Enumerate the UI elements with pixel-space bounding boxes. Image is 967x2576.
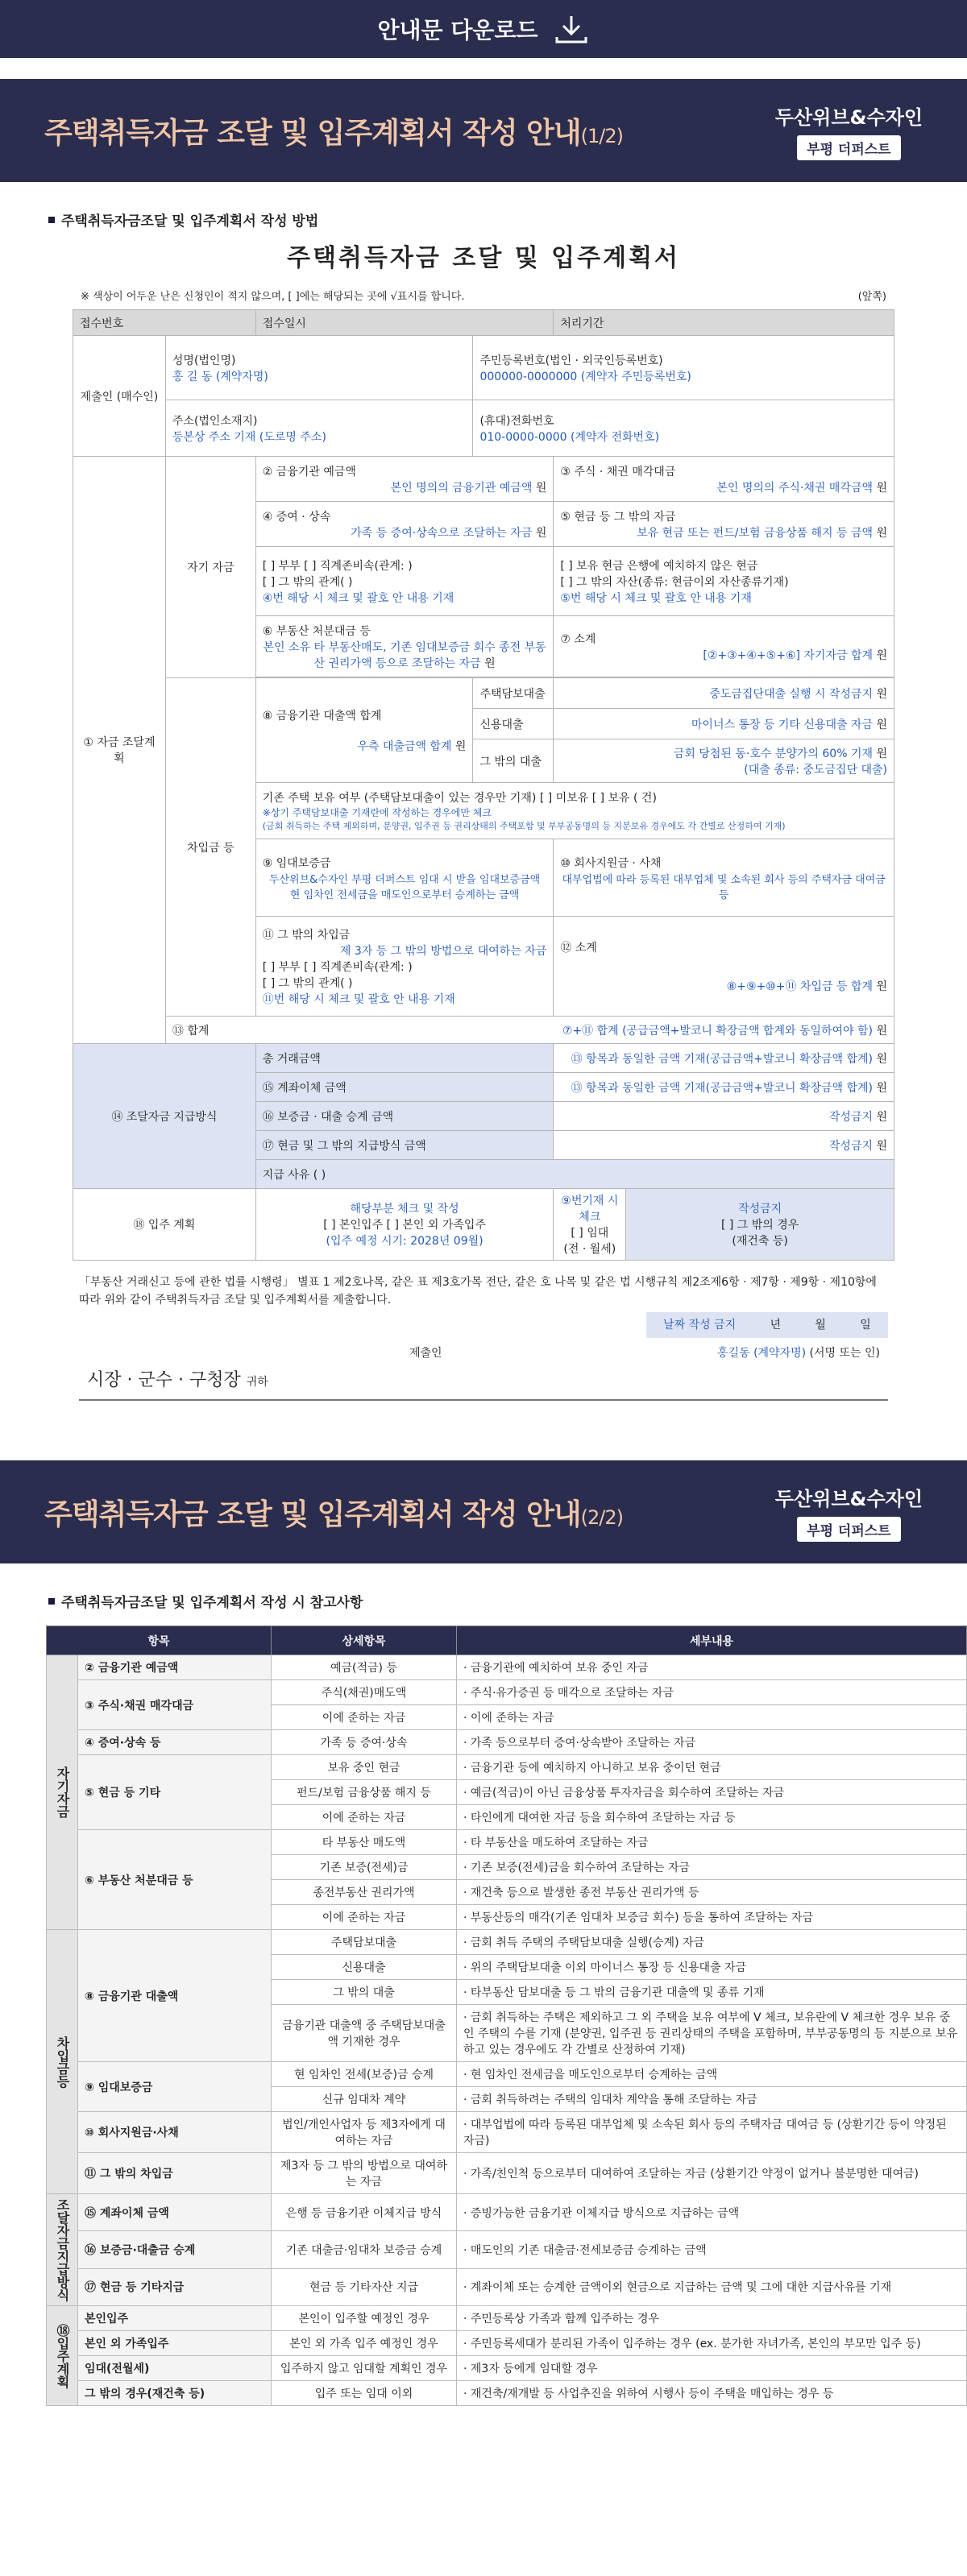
subitem-cell: 입주 또는 임대 이외 bbox=[272, 2381, 457, 2406]
table-row bbox=[47, 1830, 967, 1855]
table-row bbox=[47, 1730, 967, 1755]
detail-cell: · 타부동산 담보대출 등 그 밖의 금융기관 대출액 및 종류 기재 bbox=[457, 1980, 967, 2005]
addr-value: 등본상 주소 기재 (도로명 주소) bbox=[172, 430, 326, 444]
subitem-cell: 주식(채권)매도액 bbox=[272, 1680, 457, 1705]
detail-cell: · 금회 취득하려는 주택의 임대차 계약을 통해 조달하는 자금 bbox=[457, 2087, 967, 2112]
table-row bbox=[47, 2112, 967, 2153]
table-row bbox=[47, 2062, 967, 2087]
bullet-square-icon bbox=[48, 1598, 55, 1605]
category-cell: ⑧ 금융기관 대출액 bbox=[78, 1930, 272, 2062]
form-table: 접수번호 접수일시 처리기간 제출인 (매수인) 성명(법인명) 홍 길 동 (계약자명) 주민등록번호(법인 · 외국인등록번호) 000000-0000000 (계약자 주민등록번호) 주소(법인소재지) 등본상 주소 기재 (도로명 주소) (휴대)전화번호 010-0000-0000 (계약자 전화번호) ① 자금 조달계획 자기 자금 ② 금융기관 예금액 본인 명의의 금융기관 예금액 원 ③ 주식 · 채권 매각대금 본인 명의의 주식·채권 매각금액 원 ④ 증여 · 상속 가족 등 증여·상속으로 조달하는 자금 원 ⑤ 현금 등 그 밖의 자금 보유 현금 또는 펀드/보험 금융상품 해지 등 금액 원 [ ] 부부 [ ] 직계존비속(관계: ) [ ] 그 밖의 관계( ) ④번 해당 시 체크 및 괄호 안 내용 기재 [ ] 보유 현금 은행에 예치하지 않은 현금 [ ] 그 밖의 자산(종류: 현금이외 자산종류기재) ⑤번 해당 시 체크 및 괄호 안 내용 기재 ⑥ 부동산 처분대금 등 본인 소유 타 부동산매도, 기존 임대보증금 회수 종전 부동산 권리가액 등으로 조달하는 자금 원 ⑦ 소계 [②+③+④+⑤+⑥] 자기자금 합계 원 차입금 등 ⑧ 금융기관 대출액 합계 우측 대출금액 합계 원 주택담보대출 중도금집단대출 실행 시 작성금지 원 신용대출 마이너스 통장 등 기타 신용대출 자금 원 그 밖의 대출 금회 당첨된 동·호수 분양가의 60% 기재 원 (대출 종류: 중도금집단 대출) 기존 주택 보유 여부 (주택담보대출이 있는 경우만 기재) [ ] 미보유 [ ] 보유 ( 건) ※상기 주택담보대출 기재란에 작성하는 경우에만 체크 (금회 취득하는 주택 제외하며, 분양권, 입주권 등 권리상태의 주택포함 및 부부공동명의 등 지분보유 경우에도 각 간별로 산정하여 기재) ⑨ 임대보증금 두산위브&수자인 부평 더퍼스트 임대 시 받을 임대보증금액 현 임차인 전세금을 매도인으로부터 승계하는 금액 ⑩ 회사지원금 · 사채 대부업법에 따라 등록된 대부업체 및 소속된 회사 등의 주택자금 대여금 등 ⑪ 그 밖의 차입금 제 3자 등 그 밖의 방법으로 대여하는 자금 [ ] 부부 [ ] 직계존비속(관계: ) [ ] 그 밖의 관계( ) ⑪번 해당 시 체크 및 괄호 안 내용 기재 ⑫ 소계 ⑧+⑨+⑩+⑪ 차입금 등 합계 원 ⑬ 합계 ⑦+⑪ 합계 (공급금액+발코니 확장금액 합계와 동일하여야 함) 원 ⑭ 조달자금 지급방식 총 거래금액 ⑬ 항목과 동일한 금액 기재(공급금액+발코니 확장금액 합계) 원 ⑮ 계좌이체 금액 ⑬ 항목과 동일한 금액 기재(공급금액+발코니 확장금액 합계) 원 ⑯ 보증금 · 대출 승계 금액 작성금지 원 ⑰ 현금 및 그 밖의 지급방식 금액 작성금지 원 지급 사유 ( ) ⑱ 입주 계획 해당부분 체크 및 작성 [ ] 본인입주 [ ] 본인 외 가족입주 (입주 예정 시기: 2028년 09월) ⑨번기재 시 체크 [ ] 임대 (전 · 월세) 작성금지 [ ] 그 밖의 경우 (재건축 등) bbox=[73, 309, 894, 1261]
category-cell: 임대(전월세) bbox=[78, 2356, 272, 2381]
table-row bbox=[47, 2268, 967, 2305]
download-bar bbox=[0, 0, 967, 58]
legal-text: 「부동산 거래신고 등에 관한 법률 시행령」 별표 1 제2호나목, 같은 표 제3호가목 전단, 같은 호 나목 및 같은 법 시행규칙 제2조제6항 · 제7항 · 제9항 · 제10항에 따라 위와 같이 주택취득자금 조달 및 입주계획서를 제출합니다. bbox=[79, 1276, 877, 1307]
reference-table bbox=[46, 1626, 967, 2406]
table-row bbox=[47, 2381, 967, 2406]
col-header: 상세항목 bbox=[272, 1626, 457, 1655]
funding-label: ① 자금 조달계획 bbox=[73, 457, 166, 1044]
detail-cell: · 주민등록세대가 분리된 가족이 입주하는 경우 (ex. 분가한 자녀가족, 본인의 부모만 입주 등) bbox=[457, 2331, 967, 2356]
category-cell: ③ 주식·채권 매각대금 bbox=[78, 1680, 272, 1730]
subitem-cell: 예금(적금) 등 bbox=[272, 1655, 457, 1680]
subitem-cell: 은행 등 금융기관 이체지급 방식 bbox=[272, 2194, 457, 2231]
subitem-cell: 제3자 등 그 밖의 방법으로 대여하는 자금 bbox=[272, 2153, 457, 2194]
detail-cell: · 타인에게 대여한 자금 등을 회수하여 조달하는 자금 등 bbox=[457, 1805, 967, 1830]
detail-cell: · 위의 주택담보대출 이외 마이너스 통장 등 신용대출 자금 bbox=[457, 1955, 967, 1980]
subitem-cell: 이에 준하는 자금 bbox=[272, 1905, 457, 1930]
subitem-cell: 가족 등 증여·상속 bbox=[272, 1730, 457, 1755]
brand-name: 두산위브&수자인 bbox=[774, 106, 923, 129]
group-label: 자기자금 bbox=[47, 1655, 78, 1930]
detail-cell: · 매도인의 기존 대출금·전세보증금 승계하는 금액 bbox=[457, 2231, 967, 2268]
table-row bbox=[47, 2194, 967, 2231]
download-button[interactable] bbox=[377, 13, 589, 45]
detail-cell: · 계좌이체 또는 승계한 금액이외 현금으로 지급하는 금액 및 그에 대한 지급사유를 기재 bbox=[457, 2268, 967, 2305]
category-cell: ⑪ 그 밖의 차입금 bbox=[78, 2153, 272, 2194]
section-title-2: 주택취득자금 조달 및 입주계획서 작성 안내(2/2) bbox=[44, 1497, 623, 1531]
detail-cell: · 재건축/재개발 등 사업추진을 위하여 시행사 등이 주택을 매입하는 경우 등 bbox=[457, 2381, 967, 2406]
table-row bbox=[47, 2231, 967, 2268]
detail-cell: · 제3자 등에게 임대할 경우 bbox=[457, 2356, 967, 2381]
detail-cell: · 금회 취득하는 주택은 제외하고 그 외 주택을 보유 여부에 V 체크, 보유란에 V 체크한 경우 보유 중인 주택의 수를 기재 (분양권, 입주권 등 권리상태의 주택을 포함하며, 부부공동명의 등 지분으로 보유하고 있는 경우에도 각 간별로 산정하여 기재) bbox=[457, 2005, 967, 2062]
subitem-cell: 신규 임대차 계약 bbox=[272, 2087, 457, 2112]
detail-cell: · 금융기관 등에 예치하지 아니하고 보유 중이던 현금 bbox=[457, 1755, 967, 1780]
detail-cell: · 증빙가능한 금융기관 이체지급 방식으로 지급하는 금액 bbox=[457, 2194, 967, 2231]
addressee: 시장 · 군수 · 구청장 귀하 bbox=[87, 1370, 268, 1390]
table-row bbox=[47, 1680, 967, 1705]
method-heading: 주택취득자금조달 및 입주계획서 작성 방법 bbox=[48, 209, 967, 230]
subitem-cell: 신용대출 bbox=[272, 1955, 457, 1980]
detail-cell: · 가족/친인척 등으로부터 대여하여 조달하는 자금 (상환기간 약정이 없거나 불분명한 대여금) bbox=[457, 2153, 967, 2194]
bullet-square-icon bbox=[48, 217, 55, 223]
category-cell: 본인입주 bbox=[78, 2306, 272, 2331]
form-footer: 「부동산 거래신고 등에 관한 법률 시행령」 별표 1 제2호나목, 같은 표 제3호가목 전단, 같은 호 나목 및 같은 법 시행규칙 제2조제6항 · 제7항 · 제9항 · 제10항에 따라 위와 같이 주택취득자금 조달 및 입주계획서를 제출합니다. 날짜 작성 금지 년 월 일 제출인 홍길동 (계약자명) (서명 또는 인) 시장 · 군수 · 구청장 귀하 bbox=[73, 1261, 894, 1414]
section-banner-1 bbox=[0, 79, 967, 182]
reference-heading: 주택취득자금조달 및 입주계획서 작성 시 참고사항 bbox=[48, 1591, 967, 1611]
category-cell: ④ 증여·상속 등 bbox=[78, 1730, 272, 1755]
group-label: ⑱입주계획 bbox=[47, 2306, 78, 2406]
detail-cell: · 가족 등으로부터 증여·상속받아 조달하는 자금 bbox=[457, 1730, 967, 1755]
subitem-cell: 법인/개인사업자 등 제3자에게 대여하는 자금 bbox=[272, 2112, 457, 2153]
name-value: 홍 길 동 (계약자명) bbox=[172, 370, 268, 383]
detail-cell: · 재건축 등으로 발생한 종전 부동산 권리가액 등 bbox=[457, 1880, 967, 1905]
payment-method-label: ⑭ 조달자금 지급방식 bbox=[73, 1044, 256, 1189]
table-row bbox=[47, 1930, 967, 1955]
detail-cell: · 대부업법에 따라 등록된 대부업체 및 소속된 회사 등의 주택자금 대여금 등 (상환기간 등이 약정된 자금) bbox=[457, 2112, 967, 2153]
brand-logo bbox=[775, 101, 923, 160]
subitem-cell: 입주하지 않고 임대할 계획인 경우 bbox=[272, 2356, 457, 2381]
table-row bbox=[47, 2153, 967, 2194]
submitter-label: 제출인 (매수인) bbox=[73, 336, 166, 457]
col-header: 세부내용 bbox=[457, 1626, 967, 1655]
category-cell: 그 밖의 경우(재건축 등) bbox=[78, 2381, 272, 2406]
category-cell: ⑨ 임대보증금 bbox=[78, 2062, 272, 2112]
group-label: 차입금등 bbox=[47, 1930, 78, 2194]
subitem-cell: 종전부동산 권리가액 bbox=[272, 1880, 457, 1905]
subitem-cell: 그 밖의 대출 bbox=[272, 1980, 457, 2005]
subitem-cell: 현금 등 기타자산 지급 bbox=[272, 2268, 457, 2305]
download-label: 안내문 다운로드 bbox=[377, 17, 538, 43]
subitem-cell: 본인 외 가족 입주 예정인 경우 bbox=[272, 2331, 457, 2356]
brand-tag: 부평 더퍼스트 bbox=[797, 135, 900, 160]
table-row bbox=[47, 2331, 967, 2356]
phone-value: 010-0000-0000 (계약자 전화번호) bbox=[479, 430, 660, 444]
detail-cell: · 금회 취득 주택의 주택담보대출 실행(승계) 자금 bbox=[457, 1930, 967, 1955]
download-icon bbox=[553, 13, 590, 45]
detail-cell: · 부동산등의 매각(기존 임대차 보증금 회수) 등을 통하여 조달하는 자금 bbox=[457, 1905, 967, 1930]
subitem-cell: 이에 준하는 자금 bbox=[272, 1805, 457, 1830]
table-row bbox=[47, 1655, 967, 1680]
application-form bbox=[73, 238, 894, 1414]
detail-cell: · 주민등록상 가족과 함께 입주하는 경우 bbox=[457, 2306, 967, 2331]
table-row bbox=[47, 2356, 967, 2381]
subitem-cell: 기존 대출금·임대차 보증금 승계 bbox=[272, 2231, 457, 2268]
form-title: 주택취득자금 조달 및 입주계획서 bbox=[286, 244, 681, 272]
table-row bbox=[47, 1755, 967, 1780]
category-cell: ⑩ 회사지원금·사채 bbox=[78, 2112, 272, 2153]
detail-cell: · 주식·유가증권 등 매각으로 조달하는 자금 bbox=[457, 1680, 967, 1705]
detail-cell: · 이에 준하는 자금 bbox=[457, 1705, 967, 1730]
category-cell: ⑤ 현금 등 기타 bbox=[78, 1755, 272, 1830]
detail-cell: · 금융기관에 예치하여 보유 중인 자금 bbox=[457, 1655, 967, 1680]
brand-logo-2: 두산위브&수자인 부평 더퍼스트 bbox=[775, 1483, 923, 1542]
category-cell: 본인 외 가족입주 bbox=[78, 2331, 272, 2356]
subitem-cell: 현 임차인 전세(보증)금 승계 bbox=[272, 2062, 457, 2087]
subitem-cell: 주택담보대출 bbox=[272, 1930, 457, 1955]
subitem-cell: 보유 중인 현금 bbox=[272, 1755, 457, 1780]
category-cell: ⑯ 보증금·대출금 승계 bbox=[78, 2231, 272, 2268]
subitem-cell: 펀드/보험 금융상품 해지 등 bbox=[272, 1780, 457, 1805]
detail-cell: · 기존 보증(전세)금을 회수하여 조달하는 자금 bbox=[457, 1855, 967, 1880]
subitem-cell: 이에 준하는 자금 bbox=[272, 1705, 457, 1730]
group-label: 조달자금지급방식 bbox=[47, 2194, 78, 2306]
id-value: 000000-0000000 (계약자 주민등록번호) bbox=[479, 370, 691, 383]
subitem-cell: 기존 보증(전세)금 bbox=[272, 1855, 457, 1880]
own-funds-label: 자기 자금 bbox=[165, 457, 255, 678]
date-box: 날짜 작성 금지 년 월 일 bbox=[646, 1312, 888, 1338]
subitem-cell: 금융기관 대출액 중 주택담보대출액 기재한 경우 bbox=[272, 2005, 457, 2062]
section-title-1: 주택취득자금 조달 및 입주계획서 작성 안내(1/2) bbox=[44, 116, 623, 150]
section-banner-2 bbox=[0, 1460, 967, 1563]
borrowed-label: 차입금 등 bbox=[165, 678, 255, 1017]
table-row bbox=[47, 2306, 967, 2331]
col-header: 항목 bbox=[47, 1626, 272, 1655]
category-cell: ⑰ 현금 등 기타지급 bbox=[78, 2268, 272, 2305]
category-cell: ② 금융기관 예금액 bbox=[78, 1655, 272, 1680]
move-in-label: ⑱ 입주 계획 bbox=[73, 1189, 256, 1261]
subitem-cell: 본인이 입주할 예정인 경우 bbox=[272, 2306, 457, 2331]
category-cell: ⑮ 계좌이체 금액 bbox=[78, 2194, 272, 2231]
subitem-cell: 타 부동산 매도액 bbox=[272, 1830, 457, 1855]
form-note: ※ 색상이 어두운 난은 신청인이 적지 않으며, [ ]에는 해당되는 곳에 √표시를 합니다. (앞쪽) bbox=[81, 291, 886, 303]
detail-cell: · 현 임차인 전세금을 매도인으로부터 승계하는 금액 bbox=[457, 2062, 967, 2087]
category-cell: ⑥ 부동산 처분대금 등 bbox=[78, 1830, 272, 1930]
detail-cell: · 타 부동산을 매도하여 조달하는 자금 bbox=[457, 1830, 967, 1855]
detail-cell: · 예금(적금)이 아닌 금융상품 투자자금을 회수하여 조달하는 자금 bbox=[457, 1780, 967, 1805]
